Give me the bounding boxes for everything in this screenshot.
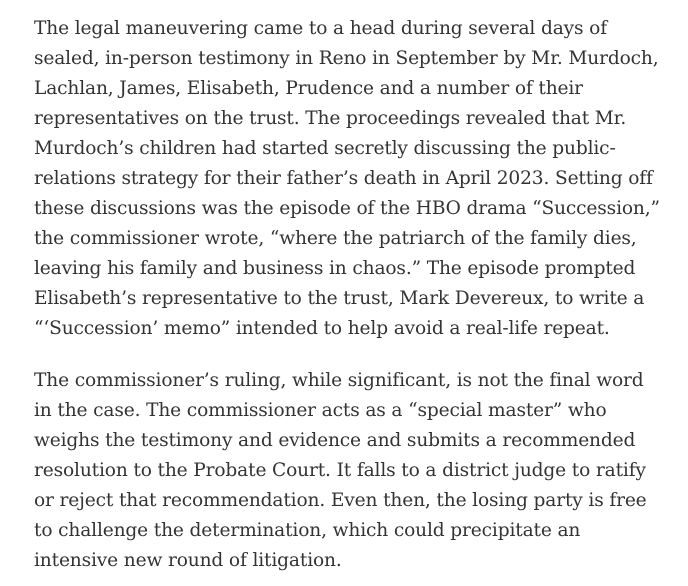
article-paragraph: The commissioner’s ruling, while significant, is not the final word in the case. The commissioner acts as a “special master” who weighs the testimony and evidence and submits a recommended resolution to the Probate Court. It falls to a district judge to ratify or reject that recommendation. Even then, the losing party is free to challenge the determination, which could precipitate an intensive new round of litigation. [34, 370, 647, 571]
article-paragraph: The legal maneuvering came to a head during several days of sealed, in-person testimony in Reno in September by Mr. Murdoch, Lachlan, James, Elisabeth, Prudence and a number of their representatives on the trust. The proceedings revealed that Mr. Murdoch’s children had started secretly discussing the public-relations strategy for their father’s death in April 2023. Setting off these discussions was the episode of the HBO drama “Succession,” the commissioner wrote, “where the patriarch of the family dies, leaving his family and business in chaos.” The episode prompted Elisabeth’s representative to the trust, Mark Devereux, to write a “‘Succession’ memo” intended to help avoid a real-life repeat. [34, 18, 660, 339]
